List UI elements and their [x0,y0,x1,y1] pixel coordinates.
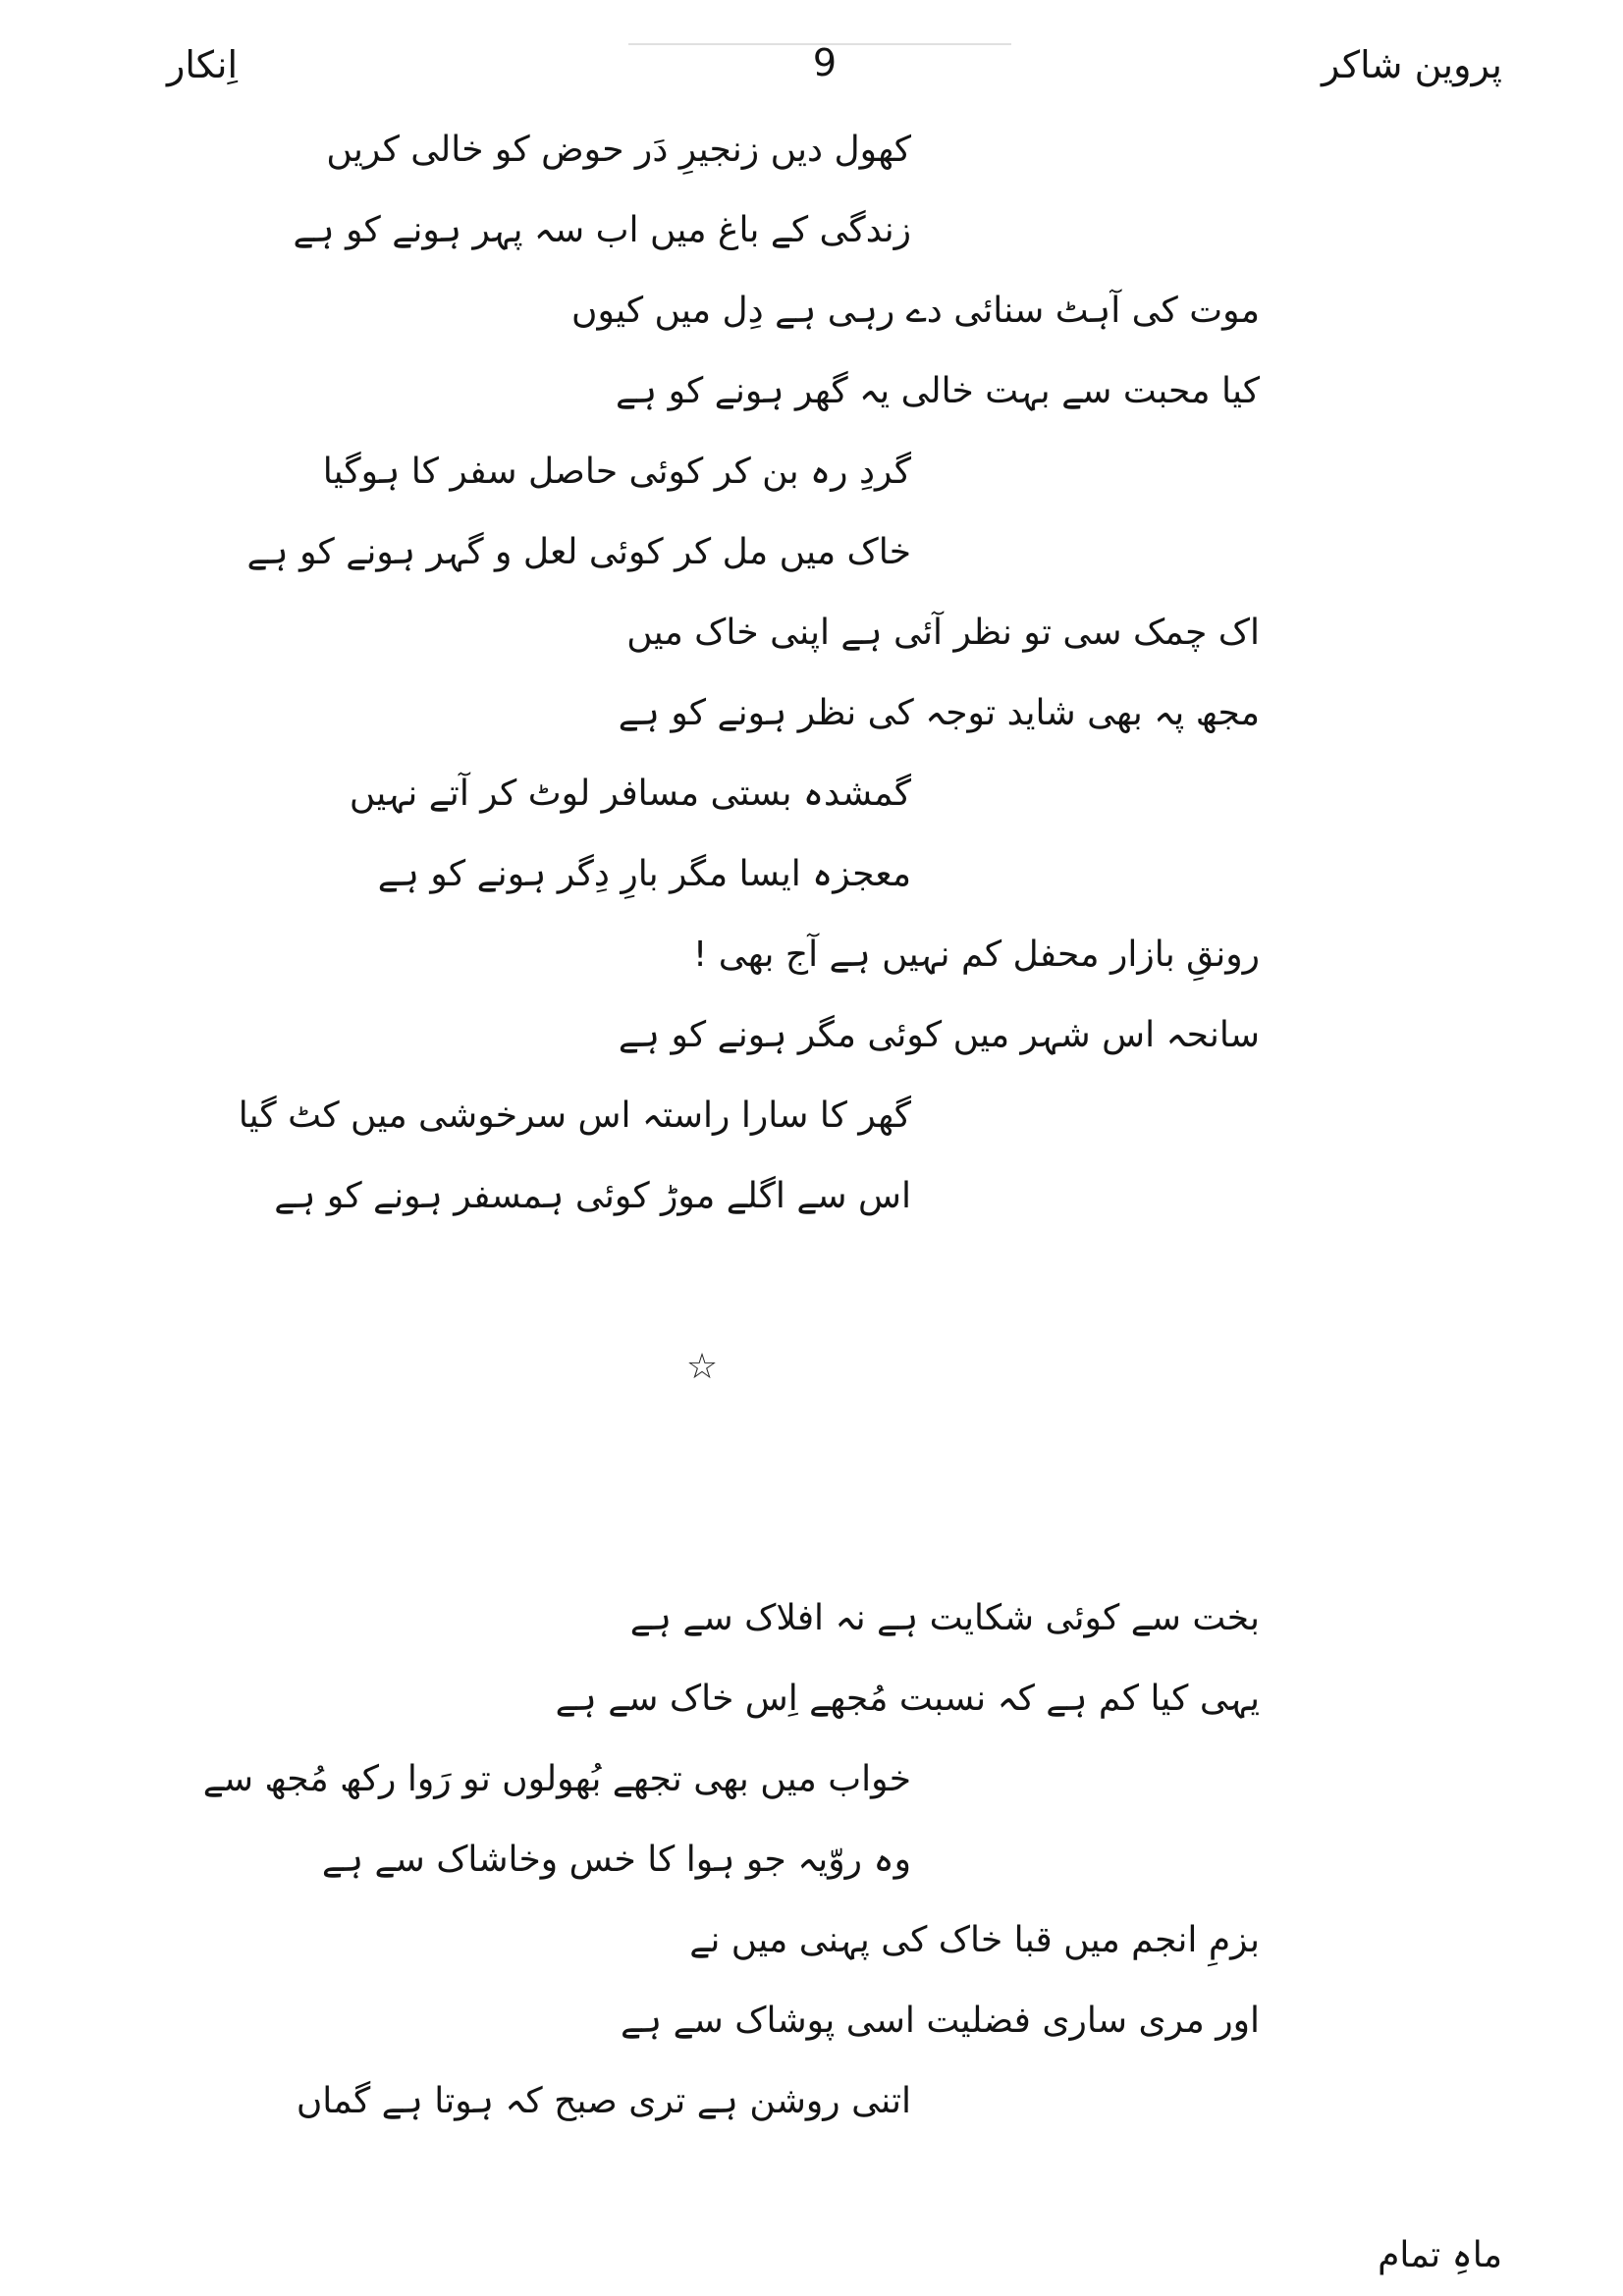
verse-line: زندگی کے باغ میں اب سہ پہر ہونے کو ہے [293,210,911,250]
verse-line: گھر کا سارا راستہ اس سرخوشی میں کٹ گیا [238,1095,911,1136]
header-book: اِنکار [167,43,239,86]
verse-line: بزمِ انجم میں قبا خاک کی پہنی میں نے [689,1920,1260,1960]
header-author: پروین شاکر [1322,43,1502,86]
verse-line: اور مری ساری فضلیت اسی پوشاک سے ہے [620,2001,1260,2041]
verse-line: کھول دیں زنجیرِ دَر حوض کو خالی کریں [326,130,911,170]
verse-line: گردِ رہ بن کر کوئی حاصل سفر کا ہوگیا [322,452,911,492]
verse-line: اتنی روشن ہے تری صبح کہ ہوتا ہے گماں [296,2081,911,2121]
star-separator-icon: ☆ [685,1347,719,1387]
verse-line: مجھ پہ بھی شاید توجہ کی نظر ہونے کو ہے [618,693,1260,733]
verse-line: اک چمک سی تو نظر آئی ہے اپنی خاک میں [626,613,1260,653]
footer-book-title: ماہِ تمام [1378,2235,1502,2275]
verse-line: خاک میں مل کر کوئی لعل و گہر ہونے کو ہے [246,532,911,572]
verse-line: خواب میں بھی تجھے بُھولوں تو رَوا رکھ مُجھ سے [202,1759,911,1799]
page-number: 9 [812,41,838,84]
verse-line: گمشدہ بستی مسافر لوٹ کر آتے نہیں [349,774,911,814]
verse-line: سانحہ اس شہر میں کوئی مگر ہونے کو ہے [618,1015,1260,1055]
verse-line: کیا محبت سے بہت خالی یہ گھر ہونے کو ہے [615,371,1260,411]
verse-line: یہی کیا کم ہے کہ نسبت مُجھے اِس خاک سے ہے [555,1679,1260,1719]
verse-line: بخت سے کوئی شکایت ہے نہ افلاک سے ہے [629,1598,1260,1638]
verse-line: وہ روّیہ جو ہوا کا خس وخاشاک سے ہے [321,1840,911,1880]
verse-line: موت کی آہٹ سنائی دے رہی ہے دِل میں کیوں [571,291,1260,331]
verse-line: اس سے اگلے موڑ کوئی ہمسفر ہونے کو ہے [274,1176,911,1216]
verse-line: معجزہ ایسا مگر بارِ دِگر ہونے کو ہے [377,854,911,894]
verse-line: رونقِ بازار محفل کم نہیں ہے آج بھی ! [692,934,1260,975]
